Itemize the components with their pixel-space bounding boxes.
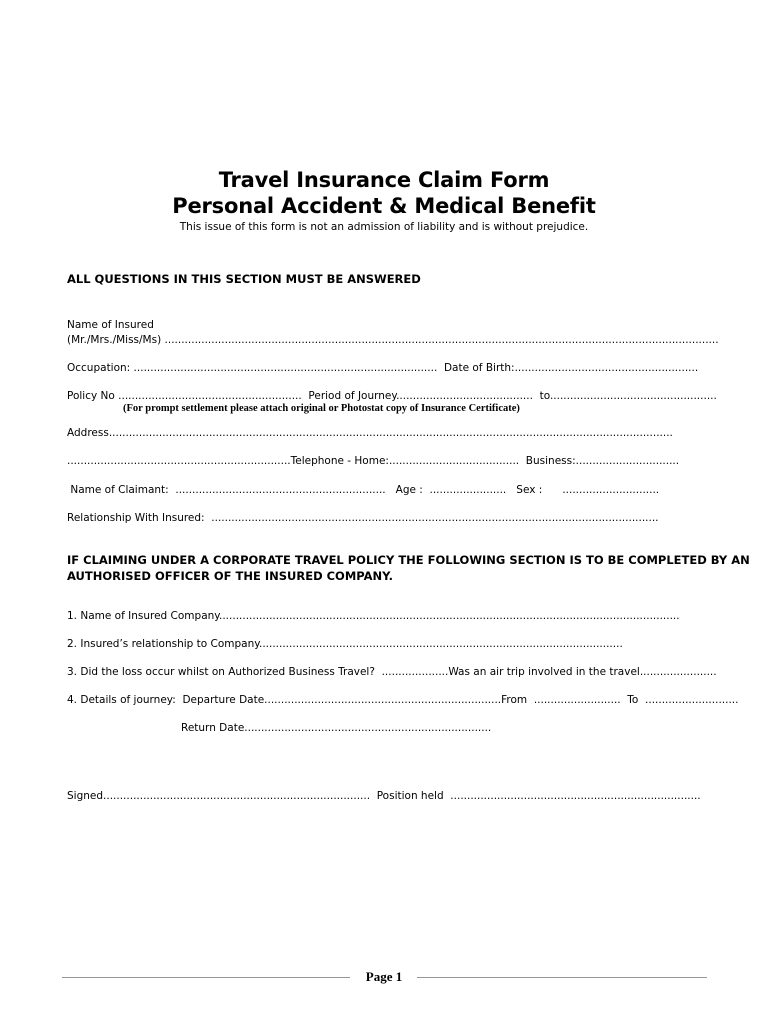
policy-period-field[interactable]: Policy No ....................................................... Period of Journey......................................... to.................................................. [67,390,717,402]
journey-details-field[interactable]: 4. Details of journey: Departure Date.......................................................................From .......................... To ............................ [67,694,739,706]
claimant-field[interactable]: Name of Claimant: ............................................................... Age : ....................... Sex : ............................. [67,484,660,496]
section-heading: ALL QUESTIONS IN THIS SECTION MUST BE ANSWERED [67,272,421,286]
policy-note: (For prompt settlement please attach original or Photostat copy of Insurance Certificate) [123,403,520,414]
page-number: Page 1 [365,969,403,984]
telephone-field[interactable]: ...................................................................Telephone - Home:....................................... Business:............................... [67,455,680,467]
form-title: Travel Insurance Claim Form [218,168,550,192]
insured-company-field[interactable]: 1. Name of Insured Company.......................................................................................................................................... [67,610,680,622]
form-subtitle: Personal Accident & Medical Benefit [172,194,596,218]
occupation-dob-field[interactable]: Occupation: ........................................................................................... Date of Birth:....................................................... [67,362,699,374]
company-relationship-field[interactable]: 2. Insured’s relationship to Company............................................................................................................. [67,638,623,650]
signature-field[interactable]: Signed................................................................................ Position held ........................................................................... [67,790,701,802]
business-travel-field[interactable]: 3. Did the loss occur whilst on Authorized Business Travel? ....................Was an air trip involved in the travel....................... [67,666,717,678]
corporate-heading-line1: IF CLAIMING UNDER A CORPORATE TRAVEL POLICY THE FOLLOWING SECTION IS TO BE COMPLETED BY AN [67,553,750,567]
insured-name-field[interactable]: (Mr./Mrs./Miss/Ms) ...................................................................................................................................................................... [67,334,719,346]
relationship-field[interactable]: Relationship With Insured: ...................................................................................................................................... [67,512,659,524]
disclaimer: This issue of this form is not an admission of liability and is without prejudice. [179,221,589,233]
insured-name-label: Name of Insured [67,319,154,331]
corporate-heading-line2: AUTHORISED OFFICER OF THE INSURED COMPANY. [67,569,393,583]
return-date-field[interactable]: Return Date.......................................................................... [181,722,492,734]
address-field[interactable]: Address......................................................................................................................................................................... [67,427,673,439]
